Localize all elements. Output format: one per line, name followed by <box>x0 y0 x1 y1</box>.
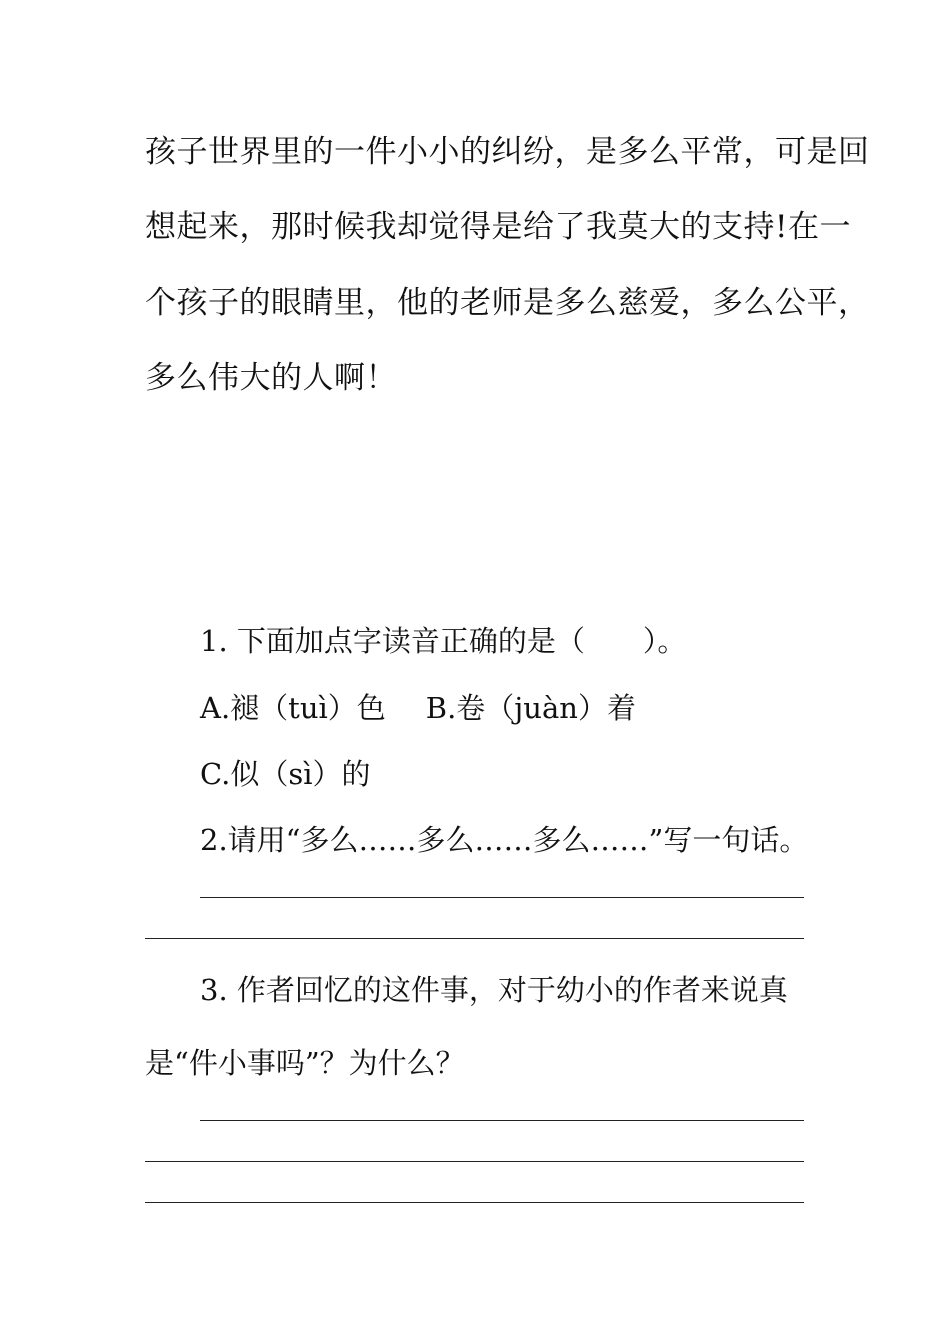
question-1-option-c: C.似（sì）的 <box>200 757 371 791</box>
answer-line-q3-2[interactable] <box>145 1161 804 1162</box>
answer-line-q2-1[interactable] <box>200 897 804 898</box>
passage-line-2: 想起来，那时候我却觉得是给了我莫大的支持!在一 <box>145 209 851 245</box>
question-2-stem: 2.请用“多么……多么……多么……”写一句话。 <box>200 823 809 857</box>
question-1-option-b: B.卷（juàn）着 <box>425 691 636 725</box>
question-3-stem-line-2: 是“件小事吗”？为什么？ <box>145 1046 465 1080</box>
passage-line-1: 孩子世界里的一件小小的纠纷，是多么平常，可是回 <box>145 134 870 170</box>
answer-line-q3-1[interactable] <box>200 1120 804 1121</box>
question-1-options-row <box>200 688 636 728</box>
passage-line-4: 多么伟大的人啊！ <box>145 360 397 396</box>
question-1-stem: 1. 下面加点字读音正确的是（ ）。 <box>200 624 687 658</box>
question-1-option-a: A.褪（tuì）色 <box>200 691 386 725</box>
answer-line-q3-3[interactable] <box>145 1202 804 1203</box>
passage-line-3: 个孩子的眼睛里，他的老师是多么慈爱，多么公平， <box>145 285 870 321</box>
question-3-stem-line-1: 3. 作者回忆的这件事，对于幼小的作者来说真 <box>200 973 788 1007</box>
answer-line-q2-2[interactable] <box>145 938 804 939</box>
